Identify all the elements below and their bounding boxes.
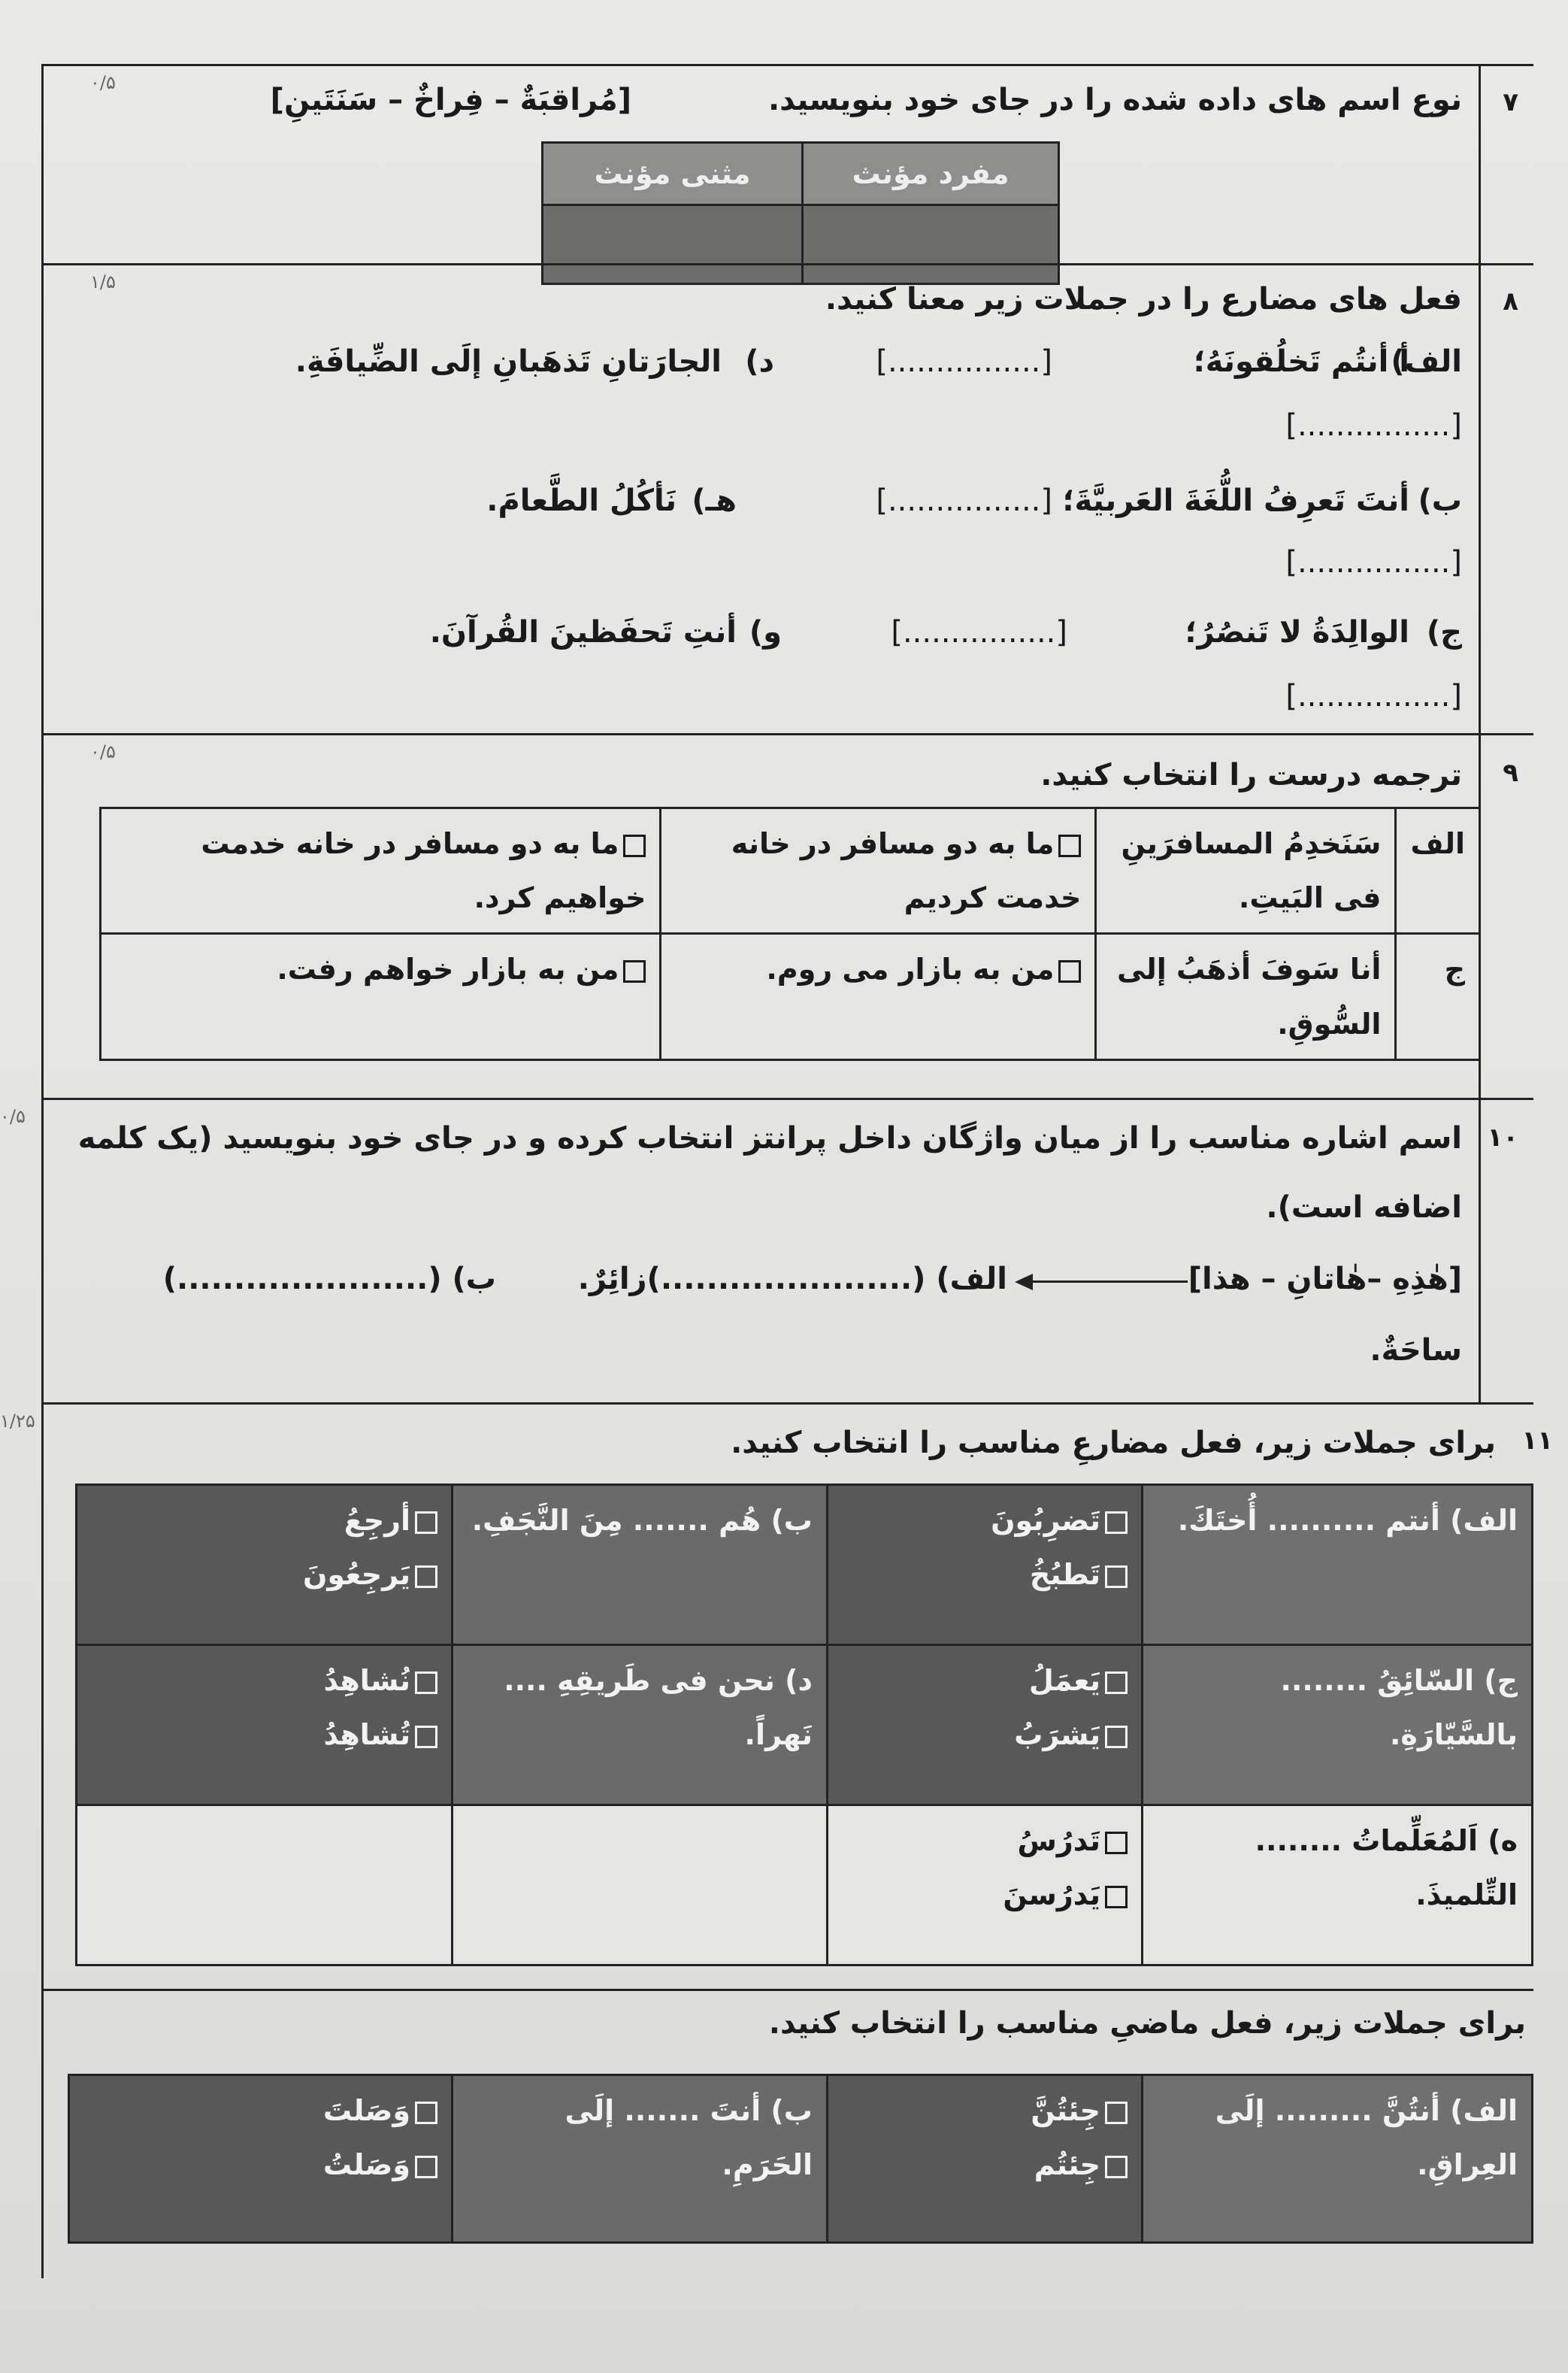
question-prompt: ترجمه درست را انتخاب کنید. <box>1040 758 1462 793</box>
choice-table <box>68 2074 1533 2244</box>
option[interactable]: يَرجِعُونَ <box>91 1547 437 1602</box>
option[interactable]: تُشاهِدُ <box>91 1708 437 1762</box>
question-number-column <box>1479 735 1533 1100</box>
question-prompt: برای جملات زیر، فعل مضارعِ مناسب را انتخاب کنید. <box>731 1426 1496 1460</box>
question-prompt-cont: اضافه است). <box>1266 1190 1462 1225</box>
question-number: ۱۰ <box>1487 1123 1518 1153</box>
option[interactable]: ما به دو مسافر در خانه خدمت خواهیم کرد. <box>101 808 661 934</box>
checkbox[interactable] <box>1105 2102 1128 2124</box>
option[interactable]: أرجِعُ <box>91 1493 437 1547</box>
sentence-cell: ب) هُم ....... مِنَ النَّجَفِ. <box>453 1485 828 1645</box>
options-cell <box>828 1645 1143 1805</box>
item-sentence: نَأكُلُ الطَّعامَ. <box>486 483 677 518</box>
option[interactable]: ما به دو مسافر در خانه خدمت کردیم <box>661 808 1096 934</box>
question-number-column <box>1479 66 1533 265</box>
answer-blank[interactable]: [................] <box>891 615 1067 650</box>
checkbox[interactable] <box>1105 1565 1128 1588</box>
item-b-word: ساحَةٌ. <box>1370 1333 1462 1368</box>
checkbox[interactable] <box>1105 1832 1128 1854</box>
question-number-column <box>1479 265 1533 735</box>
answer-blank[interactable]: [................] <box>876 344 1052 379</box>
option[interactable]: يَدرُسنَ <box>842 1868 1128 1922</box>
question-11 <box>0 1402 1553 1991</box>
item-label: و) <box>749 615 782 650</box>
options-cell <box>69 2075 453 2243</box>
item-label: هـ) <box>692 483 737 518</box>
checkbox[interactable] <box>415 1565 437 1588</box>
score: ۱/۲۵ <box>0 1411 35 1432</box>
score: ۰/۵ <box>90 741 116 762</box>
question-number-column <box>1479 1100 1533 1405</box>
option[interactable]: تَضرِبُونَ <box>842 1493 1128 1547</box>
item-label: د) <box>745 344 774 379</box>
checkbox[interactable] <box>415 1511 437 1534</box>
answer-blank[interactable]: [................] <box>876 483 1052 518</box>
choice-table <box>75 1484 1533 1966</box>
arrow-icon <box>1022 1280 1188 1283</box>
item-label: ج) <box>1426 615 1462 650</box>
question-9 <box>41 733 1533 1100</box>
option[interactable]: من به بازار خواهم رفت. <box>101 934 661 1059</box>
checkbox[interactable] <box>1105 1886 1128 1908</box>
sentence-cell: ب) أنتَ ....... إلَی الحَرَمِ. <box>453 2075 828 2243</box>
row-label: الف <box>1396 808 1480 934</box>
item-b[interactable]: ب) (......................) <box>162 1262 496 1296</box>
sentence-cell: ه) اَلمُعَلِّماتُ ........ التِّلمیذَ. <box>1143 1805 1533 1965</box>
option[interactable]: تَدرُسُ <box>842 1814 1128 1868</box>
score: ۰/۵ <box>90 72 116 93</box>
sentence-cell: ج) السّائِقُ ........ بالسَّیّارَةِ. <box>1143 1645 1533 1805</box>
options-cell <box>828 1805 1143 1965</box>
header-dual-feminine: مثنی مؤنث <box>543 143 803 205</box>
question-10 <box>0 1098 1533 1405</box>
answer-blank[interactable]: [................] <box>1285 545 1462 580</box>
checkbox[interactable] <box>415 2102 437 2124</box>
checkbox[interactable] <box>415 1671 437 1694</box>
question-number: ۹ <box>1503 758 1518 788</box>
checkbox[interactable] <box>623 835 646 857</box>
header-singular-feminine: مفرد مؤنث <box>803 143 1059 205</box>
sentence-cell: د) نحن فی طَریقِهِ .... نَهراً. <box>453 1645 828 1805</box>
question-prompt: اسم اشاره مناسب را از میان واژگان داخل پرانتز انتخاب کرده و در جای خود بنویسید (یک کلمه <box>77 1121 1462 1156</box>
checkbox[interactable] <box>1058 960 1081 983</box>
item-label: ب) <box>1418 483 1462 518</box>
checkbox[interactable] <box>1058 835 1081 857</box>
sentence-cell: الف) أنتُنَّ ......... إلَی العِراقِ. <box>1143 2075 1533 2243</box>
option[interactable]: من به بازار می روم. <box>661 934 1096 1059</box>
checkbox[interactable] <box>623 960 646 983</box>
checkbox[interactable] <box>415 1726 437 1748</box>
option[interactable]: جِئتُنَّ <box>842 2084 1128 2138</box>
options-cell <box>828 2075 1143 2243</box>
question-number: ۷ <box>1503 87 1518 117</box>
given-words: [هٰذِهِ –هٰاتانِ – هذا] <box>1188 1262 1462 1296</box>
item-label: الف) <box>1391 344 1462 379</box>
question-number: ۸ <box>1503 286 1518 317</box>
checkbox[interactable] <box>1105 1726 1128 1748</box>
checkbox[interactable] <box>415 2156 437 2178</box>
item-sentence: أنتَ تَعرِفُ اللُّغَةَ العَربیَّةَ؛ <box>1062 483 1409 518</box>
option[interactable]: جِئتُم <box>842 2138 1128 2192</box>
answer-blank[interactable]: [................] <box>1285 408 1462 443</box>
option[interactable]: تَطبُخُ <box>842 1547 1128 1602</box>
question-prompt: فعل های مضارع را در جملات زیر معنا کنید. <box>825 282 1462 317</box>
question-8 <box>41 263 1533 735</box>
item-a[interactable]: الف) (......................)زائِرٌ. <box>577 1262 1007 1296</box>
translation-table <box>99 807 1481 1061</box>
option[interactable]: وَصَلتَ <box>83 2084 437 2138</box>
item-sentence: أ أنتُم تَخلُقونَهُ؛ <box>1193 344 1409 379</box>
option[interactable]: يَعمَلُ <box>842 1653 1128 1708</box>
question-prompt: نوع اسم های داده شده را در جای خود بنویسید. <box>767 83 1462 117</box>
question-prompt: برای جملات زیر، فعل ماضیِ مناسب را انتخاب کنید. <box>768 2006 1526 2041</box>
row-label: ج <box>1396 934 1480 1059</box>
arabic-sentence: أنا سَوفَ أذهَبُ إلی السُّوقِ. <box>1096 934 1396 1059</box>
score: ۱/۵ <box>90 271 116 292</box>
options-cell <box>77 1645 453 1805</box>
score: ۰/۵ <box>0 1106 26 1127</box>
option[interactable]: نُشاهِدُ <box>91 1653 437 1708</box>
question-12 <box>41 1989 1533 2281</box>
options-cell <box>828 1485 1143 1645</box>
item-sentence: أنتِ تَحفَظینَ القُرآنَ. <box>429 615 737 650</box>
checkbox[interactable] <box>1105 2156 1128 2178</box>
empty-cell <box>77 1805 453 1965</box>
item-sentence: الوالِدَةُ لا تَنصُرُ؛ <box>1185 615 1409 650</box>
option[interactable]: وَصَلتُ <box>83 2138 437 2192</box>
item-sentence: الجارَتانِ تَذهَبانِ إلَی الضِّیافَةِ. <box>295 344 722 379</box>
arrow-head-icon <box>1015 1274 1033 1290</box>
empty-cell <box>453 1805 828 1965</box>
arabic-sentence: سَنَخدِمُ المسافرَینِ فی البَیتِ. <box>1096 808 1396 934</box>
options-cell <box>77 1485 453 1645</box>
sentence-cell: الف) أنتم .......... أُختَكَ. <box>1143 1485 1533 1645</box>
question-7 <box>41 64 1533 265</box>
answer-blank[interactable]: [................] <box>1285 679 1462 714</box>
option[interactable]: يَشرَبُ <box>842 1708 1128 1762</box>
question-number: ۱۱ <box>1521 1426 1553 1456</box>
checkbox[interactable] <box>1105 1671 1128 1694</box>
checkbox[interactable] <box>1105 1511 1128 1534</box>
given-words: [مُراقبَةٌ – فِراخٌ – سَنَتَینِ] <box>270 83 631 117</box>
